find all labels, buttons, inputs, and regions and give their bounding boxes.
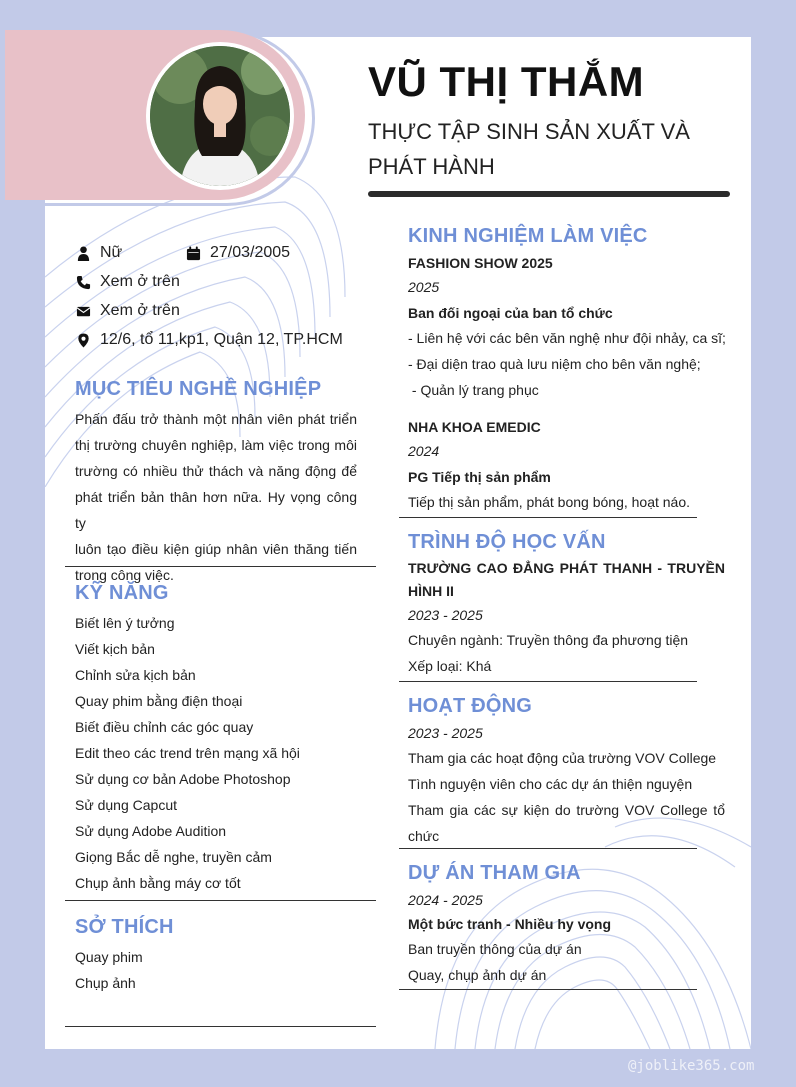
phone-icon: [74, 273, 92, 291]
candidate-name: VŨ THỊ THẮM: [368, 58, 645, 105]
job-company: FASHION SHOW 2025: [408, 255, 553, 271]
activity-item: Tham gia các sự kiện do trường VOV College tổ chức: [408, 802, 725, 844]
person-icon: [74, 244, 92, 262]
school-name: TRƯỜNG CAO ĐẲNG PHÁT THANH - TRUYỀN HÌNH II: [408, 560, 725, 599]
job-title: THỰC TẬP SINH SẢN XUẤT VÀ PHÁT HÀNH: [368, 119, 690, 179]
activities-heading: HOẠT ĐỘNG: [408, 695, 533, 717]
job-detail: - Liên hệ với các bên văn nghệ như đội nhảy, ca sĩ;: [408, 330, 726, 346]
projects-section: [408, 888, 725, 988]
skill-item: Quay phim bằng điện thoại: [75, 693, 243, 709]
education-years: 2023 - 2025: [408, 607, 483, 623]
job-role: Ban đối ngoại của ban tổ chức: [408, 305, 613, 321]
skill-item: Biết lên ý tưởng: [75, 615, 175, 631]
divider: [399, 848, 697, 849]
job-company: NHA KHOA EMEDIC: [408, 419, 541, 435]
skill-item: Chụp ảnh bằng máy cơ tốt: [75, 875, 241, 891]
gender-value: Nữ: [100, 244, 123, 261]
watermark: @joblike365.com: [628, 1058, 755, 1074]
skill-item: Biết điều chỉnh các góc quay: [75, 719, 254, 735]
objective-line: luôn tạo điều kiện giúp nhân viên thăng tiến: [75, 541, 357, 557]
objective-line: Phấn đấu trở thành một nhân viên phát triển: [75, 411, 357, 427]
objective-text: [75, 406, 357, 588]
objective-line: trong công việc.: [75, 567, 174, 583]
education-heading: TRÌNH ĐỘ HỌC VẤN: [408, 531, 606, 553]
hobby-item: Quay phim: [75, 949, 143, 965]
divider: [65, 1026, 376, 1027]
projects-heading: DỰ ÁN THAM GIA: [408, 862, 581, 884]
phone-value: Xem ở trên: [100, 273, 180, 290]
title-underline: [368, 191, 730, 197]
skills-heading: KỸ NĂNG: [75, 582, 169, 604]
activities-section: [408, 721, 725, 849]
skill-item: Viết kịch bản: [75, 641, 155, 657]
hobbies-heading: SỞ THÍCH: [75, 916, 174, 938]
address-value: 12/6, tổ 11,kp1, Quận 12, TP.HCM: [100, 331, 343, 348]
job-detail: - Quản lý trang phục: [408, 382, 539, 398]
project-item: Ban truyền thông của dự án: [408, 941, 582, 957]
education-major: Chuyên ngành: Truyền thông đa phương tiện: [408, 632, 689, 648]
skill-item: Sử dụng Adobe Audition: [75, 823, 227, 839]
project-item: Quay, chụp ảnh dự án: [408, 967, 547, 983]
profile-portrait-image: [150, 46, 290, 186]
skill-item: Chỉnh sửa kịch bản: [75, 667, 196, 683]
activities-years: 2023 - 2025: [408, 725, 483, 741]
objective-line: trường có nhiều thử thách và năng động để: [75, 463, 357, 479]
skill-item: Giọng Bắc dễ nghe, truyền cảm: [75, 849, 272, 865]
contact-gender: [74, 244, 122, 262]
skills-list: [75, 610, 365, 896]
hobby-item: Chụp ảnh: [75, 975, 136, 991]
experience-heading: KINH NGHIỆM LÀM VIỆC: [408, 225, 648, 247]
location-pin-icon: [74, 331, 92, 349]
contact-birthdate: [184, 244, 290, 262]
activity-item: Tình nguyện viên cho các dự án thiện nguyện: [408, 776, 693, 792]
experience-section: [408, 251, 726, 515]
contact-phone: [74, 273, 180, 291]
contact-email: [74, 302, 180, 320]
activity-item: Tham gia các hoạt động của trường VOV College: [408, 750, 717, 766]
divider: [65, 566, 376, 567]
contact-address: [74, 331, 343, 349]
calendar-icon: [184, 244, 202, 262]
profile-photo: [146, 42, 294, 190]
education-rank: Xếp loại: Khá: [408, 658, 492, 674]
job-year: 2024: [408, 443, 440, 459]
education-section: [408, 557, 725, 679]
project-name: Một bức tranh - Nhiều hy vọng: [408, 916, 612, 932]
skill-item: Edit theo các trend trên mạng xã hội: [75, 745, 300, 761]
objective-line: phát triển bản thân hơn nữa. Hy vọng công ty: [75, 489, 357, 531]
divider: [399, 517, 697, 518]
divider: [399, 989, 697, 990]
job-year: 2025: [408, 279, 440, 295]
job-detail: - Đại diện trao quà lưu niệm cho bên văn nghệ;: [408, 356, 701, 372]
divider: [399, 681, 697, 682]
job-detail: Tiếp thị sản phẩm, phát bong bóng, hoạt náo.: [408, 494, 691, 510]
envelope-icon: [74, 302, 92, 320]
skill-item: Sử dụng cơ bản Adobe Photoshop: [75, 771, 291, 787]
divider: [65, 900, 376, 901]
objective-line: thị trường chuyên nghiệp, làm việc trong môi: [75, 437, 357, 453]
job-role: PG Tiếp thị sản phẩm: [408, 469, 551, 485]
skill-item: Sử dụng Capcut: [75, 797, 177, 813]
project-years: 2024 - 2025: [408, 892, 483, 908]
email-value: Xem ở trên: [100, 302, 180, 319]
birthdate-value: 27/03/2005: [210, 244, 291, 261]
hobbies-list: [75, 944, 365, 996]
objective-heading: MỤC TIÊU NGHỀ NGHIỆP: [75, 378, 322, 400]
